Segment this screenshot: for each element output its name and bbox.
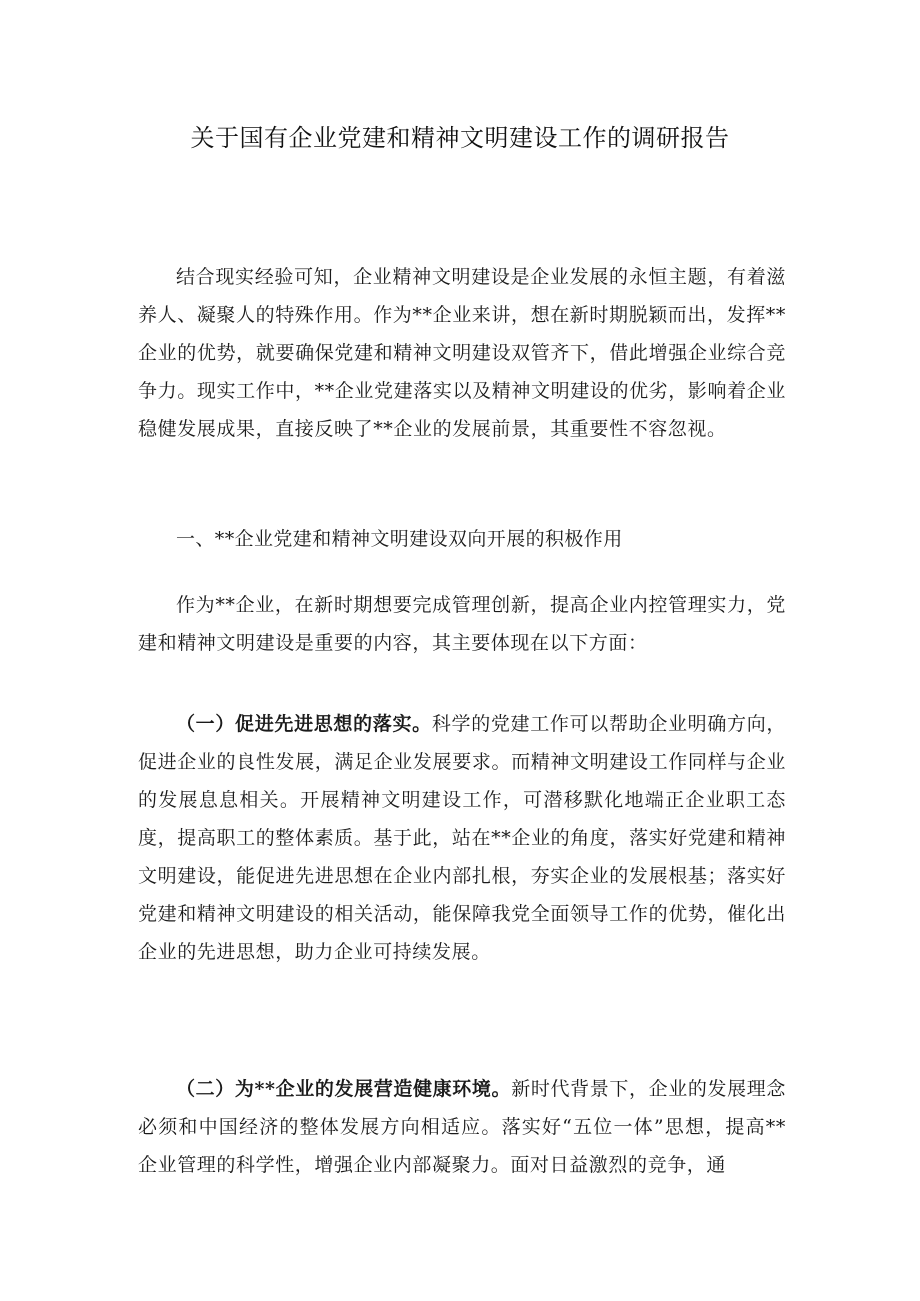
subsection-2-lead: （二）为**企业的发展营造健康环境。: [176, 1078, 512, 1100]
intro-paragraph: 结合现实经验可知，企业精神文明建设是企业发展的永恒主题，有着滋养人、凝聚人的特殊作用。作为**企业来讲，想在新时期脱颖而出，发挥**企业的优势，就要确保党建和精神文明建设双管齐下，借此增强企业综合竞争力。现实工作中，**企业党建落实以及精神文明建设的优劣，影响着企业稳健发展成果，直接反映了**企业的发展前景，其重要性不容忽视。: [138, 266, 787, 440]
subsection-2-paragraph: [138, 1070, 786, 1184]
section-heading: 一、**企业党建和精神文明建设双向开展的积极作用: [176, 528, 623, 550]
subsection-1-text: 科学的党建工作可以帮助企业明确方向，促进企业的良性发展，满足企业发展要求。而精神文明建设工作同样与企业的发展息息相关。开展精神文明建设工作，可潜移默化地端正企业职工态度，提高职工的整体素质。基于此，站在**企业的角度，落实好党建和精神文明建设，能促进先进思想在企业内部扎根，夯实企业的发展根基；落实好党建和精神文明建设的相关活动，能保障我党全面领导工作的优势，催化出企业的先进思想，助力企业可持续发展。: [138, 713, 786, 963]
subsection-2-text: 新时代背景下，企业的发展理念必须和中国经济的整体发展方向相适应。落实好“五位一体”思想，提高**企业管理的科学性，增强企业内部凝聚力。面对日益激烈的竞争，通: [138, 1078, 786, 1176]
section-preface-paragraph: 作为**企业，在新时期想要完成管理创新，提高企业内控管理实力，党建和精神文明建设是重要的内容，其主要体现在以下方面：: [138, 594, 786, 654]
subsection-1-lead: （一）促进先进思想的落实。: [176, 713, 432, 735]
document-title: 关于国有企业党建和精神文明建设工作的调研报告: [190, 124, 730, 152]
subsection-1-paragraph: [138, 705, 786, 971]
